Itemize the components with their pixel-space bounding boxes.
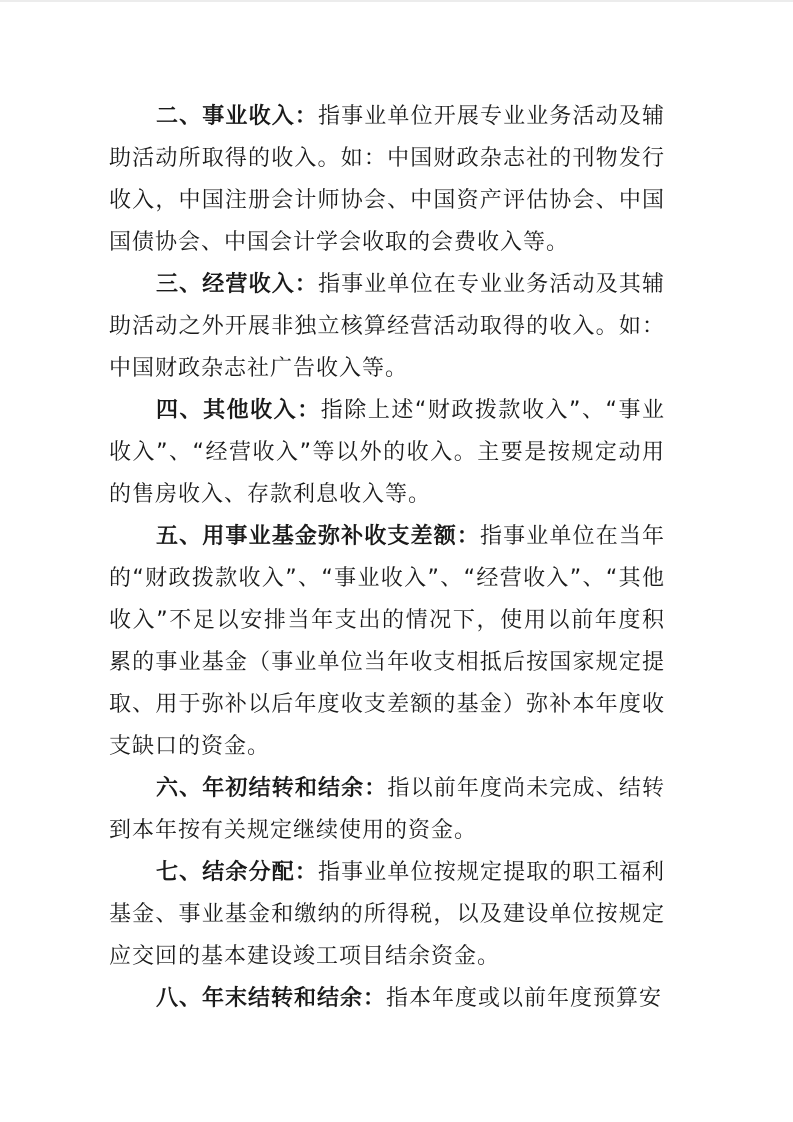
paragraph-jingying-shouru: [109, 264, 665, 390]
paragraph-body: 指本年度或以前年度预算安: [386, 986, 663, 1011]
paragraph-body: 指以前年度尚未完成、结转到本年按有关规定继续使用的资金。: [109, 776, 665, 843]
paragraph-qita-shouru: [109, 390, 665, 516]
document-text-block: [109, 96, 665, 1020]
paragraph-heading: 三、经营收入：: [156, 272, 318, 297]
paragraph-nianmo-jiezhuan: [109, 978, 665, 1020]
paragraph-body: 指事业单位在专业业务活动及其辅助活动之外开展非独立核算经营活动取得的收入。如：中国财政杂志社广告收入等。: [109, 272, 665, 381]
paragraph-shiye-shouru: [109, 96, 665, 264]
paragraph-nianchu-jiezhuan: [109, 768, 665, 852]
paragraph-body: 指除上述“财政拨款收入”、“事业收入”、“经营收入”等以外的收入。主要是按规定动用的售房收入、存款利息收入等。: [109, 398, 665, 507]
paragraph-shiye-jijin-mibu: [109, 516, 665, 768]
paragraph-body: 指事业单位在当年的“财政拨款收入”、“事业收入”、“经营收入”、“其他收入”不足以安排当年支出的情况下，使用以前年度积累的事业基金（事业单位当年收支相抵后按国家规定提取、用于弥补以后年度收支差额的基金）弥补本年度收支缺口的资金。: [109, 524, 665, 759]
paragraph-heading: 五、用事业基金弥补收支差额：: [156, 524, 480, 549]
paragraph-body: 指事业单位开展专业业务活动及辅助活动所取得的收入。如：中国财政杂志社的刊物发行收入，中国注册会计师协会、中国资产评估协会、中国国债协会、中国会计学会收取的会费收入等。: [109, 104, 665, 255]
page-top-edge-artifact: [0, 0, 793, 2]
paragraph-body: 指事业单位按规定提取的职工福利基金、事业基金和缴纳的所得税，以及建设单位按规定应交回的基本建设竣工项目结余资金。: [109, 860, 665, 969]
paragraph-jieyu-fenpei: [109, 852, 665, 978]
paragraph-heading: 二、事业收入：: [156, 104, 318, 129]
paragraph-heading: 六、年初结转和结余：: [156, 776, 388, 801]
paragraph-heading: 四、其他收入：: [156, 398, 321, 423]
paragraph-heading: 八、年末结转和结余：: [156, 986, 387, 1011]
paragraph-heading: 七、结余分配：: [156, 860, 318, 885]
